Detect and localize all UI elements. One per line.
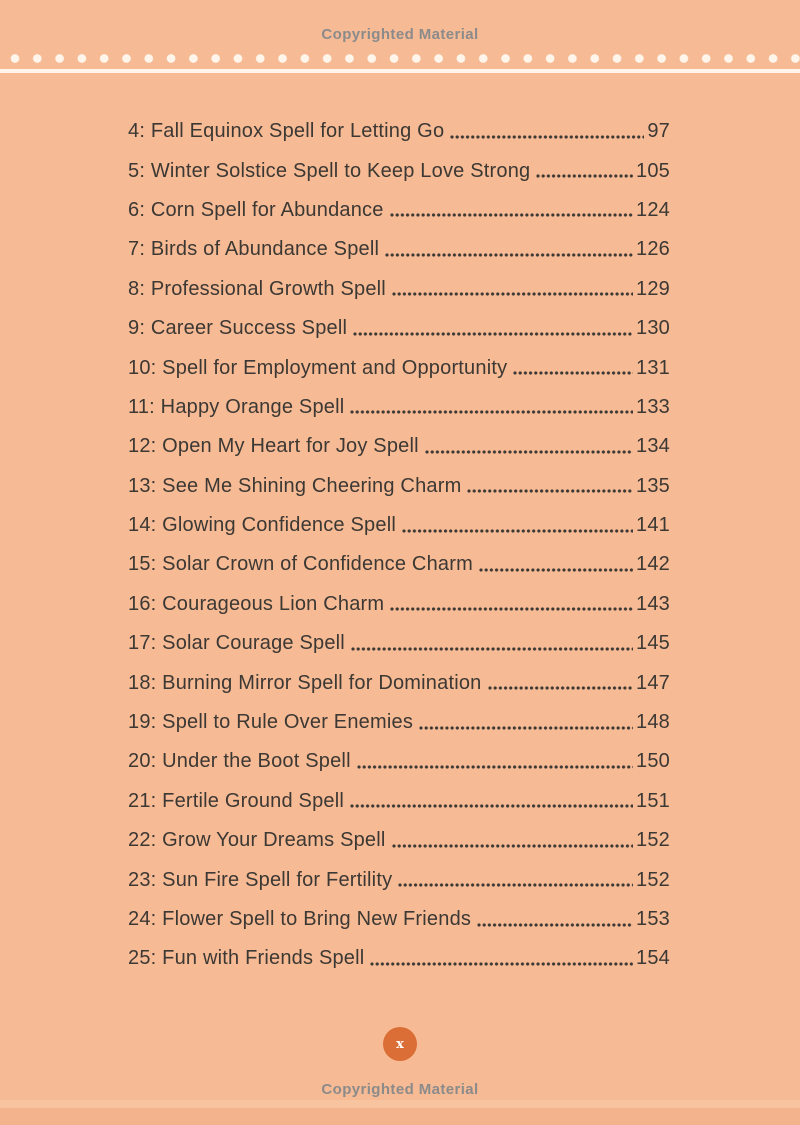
dot-leader <box>467 489 633 493</box>
dot-leader <box>390 607 633 611</box>
toc-entry-title: 14: Glowing Confidence Spell <box>128 514 396 537</box>
toc-entry <box>128 860 670 899</box>
toc-entry-page: 151 <box>636 789 670 812</box>
toc-entry-title: 23: Sun Fire Spell for Fertility <box>128 868 393 891</box>
toc-entry-title: 7: Birds of Abundance Spell <box>128 238 380 261</box>
table-of-contents <box>128 112 670 979</box>
toc-entry <box>128 545 670 584</box>
toc-entry <box>128 506 670 545</box>
dot-leader <box>385 253 633 257</box>
copyright-notice-top: Copyrighted Material <box>321 26 479 43</box>
dot-leader <box>392 844 633 848</box>
bottom-edge-strip-dark <box>0 1108 800 1125</box>
page-number-badge <box>383 1027 417 1061</box>
toc-entry <box>128 348 670 387</box>
page-number-text: x <box>396 1036 404 1052</box>
toc-entry-page: 142 <box>636 553 670 576</box>
dot-leader <box>419 726 633 730</box>
toc-entry-page: 152 <box>636 868 670 891</box>
dot-leader <box>425 450 633 454</box>
toc-entry-page: 148 <box>636 711 670 734</box>
toc-entry <box>128 782 670 821</box>
toc-entry-page: 145 <box>636 632 670 655</box>
toc-entry-title: 20: Under the Boot Spell <box>128 750 351 773</box>
toc-entry <box>128 663 670 702</box>
toc-entry-page: 124 <box>636 198 670 221</box>
toc-entry-title: 17: Solar Courage Spell <box>128 632 345 655</box>
toc-entry <box>128 427 670 466</box>
dot-leader <box>398 883 633 887</box>
dot-leader <box>450 135 644 139</box>
dot-leader <box>357 765 633 769</box>
toc-entry <box>128 112 670 151</box>
toc-entry-title: 5: Winter Solstice Spell to Keep Love Strong <box>128 159 531 182</box>
toc-entry <box>128 230 670 269</box>
dot-border-decoration <box>0 54 800 63</box>
copyright-notice-bottom: Copyrighted Material <box>321 1081 479 1098</box>
toc-entry-title: 13: See Me Shining Cheering Charm <box>128 474 462 497</box>
toc-entry <box>128 309 670 348</box>
toc-entry-title: 22: Grow Your Dreams Spell <box>128 829 386 852</box>
toc-entry-page: 129 <box>636 277 670 300</box>
dot-leader <box>392 292 633 296</box>
dot-leader <box>402 529 633 533</box>
toc-entry <box>128 742 670 781</box>
toc-entry-page: 147 <box>636 671 670 694</box>
toc-entry-title: 8: Professional Growth Spell <box>128 277 386 300</box>
dot-leader <box>353 332 633 336</box>
toc-entry-page: 133 <box>636 395 670 418</box>
toc-entry <box>128 270 670 309</box>
dot-leader <box>477 923 633 927</box>
toc-entry <box>128 151 670 190</box>
toc-entry-title: 9: Career Success Spell <box>128 317 348 340</box>
toc-entry-page: 134 <box>636 435 670 458</box>
toc-entry-title: 21: Fertile Ground Spell <box>128 789 345 812</box>
toc-entry-title: 25: Fun with Friends Spell <box>128 947 365 970</box>
dot-leader <box>513 371 633 375</box>
toc-entry-page: 97 <box>647 120 670 143</box>
toc-entry-page: 153 <box>636 908 670 930</box>
toc-entry <box>128 821 670 860</box>
dot-leader <box>350 410 633 414</box>
toc-entry <box>128 191 670 230</box>
divider-line <box>0 69 800 73</box>
toc-entry <box>128 624 670 663</box>
toc-entry-title: 15: Solar Crown of Confidence Charm <box>128 553 473 576</box>
toc-entry-page: 143 <box>636 592 670 615</box>
toc-entry-title: 4: Fall Equinox Spell for Letting Go <box>128 120 445 143</box>
dot-leader <box>350 804 633 808</box>
toc-entry-page: 150 <box>636 750 670 773</box>
toc-entry <box>128 703 670 742</box>
toc-entry-page: 141 <box>636 514 670 537</box>
dot-leader <box>479 568 633 572</box>
toc-entry-title: 19: Spell to Rule Over Enemies <box>128 711 414 734</box>
toc-entry-title: 11: Happy Orange Spell <box>128 395 345 418</box>
dot-leader <box>536 174 633 178</box>
toc-entry-title: 16: Courageous Lion Charm <box>128 592 385 615</box>
toc-entry-title: 24: Flower Spell to Bring New Friends <box>128 908 472 930</box>
toc-entry-page: 126 <box>636 238 670 261</box>
toc-entry <box>128 939 670 978</box>
toc-entry-title: 10: Spell for Employment and Opportunity <box>128 356 508 379</box>
toc-entry <box>128 467 670 506</box>
toc-entry-page: 152 <box>636 829 670 852</box>
toc-entry-page: 131 <box>636 356 670 379</box>
toc-entry-page: 130 <box>636 317 670 340</box>
dot-leader <box>351 647 633 651</box>
toc-entry-title: 18: Burning Mirror Spell for Domination <box>128 671 482 694</box>
toc-entry-title: 6: Corn Spell for Abundance <box>128 198 384 221</box>
dot-leader <box>370 962 633 966</box>
toc-entry-page: 154 <box>636 947 670 970</box>
bottom-edge-strip-light <box>0 1100 800 1108</box>
toc-entry <box>128 585 670 624</box>
toc-entry <box>128 388 670 427</box>
dot-leader <box>488 686 634 690</box>
toc-entry-page: 105 <box>636 159 670 182</box>
toc-entry-title: 12: Open My Heart for Joy Spell <box>128 435 419 458</box>
dot-leader <box>390 213 633 217</box>
toc-entry-page: 135 <box>636 474 670 497</box>
toc-entry <box>128 900 670 939</box>
